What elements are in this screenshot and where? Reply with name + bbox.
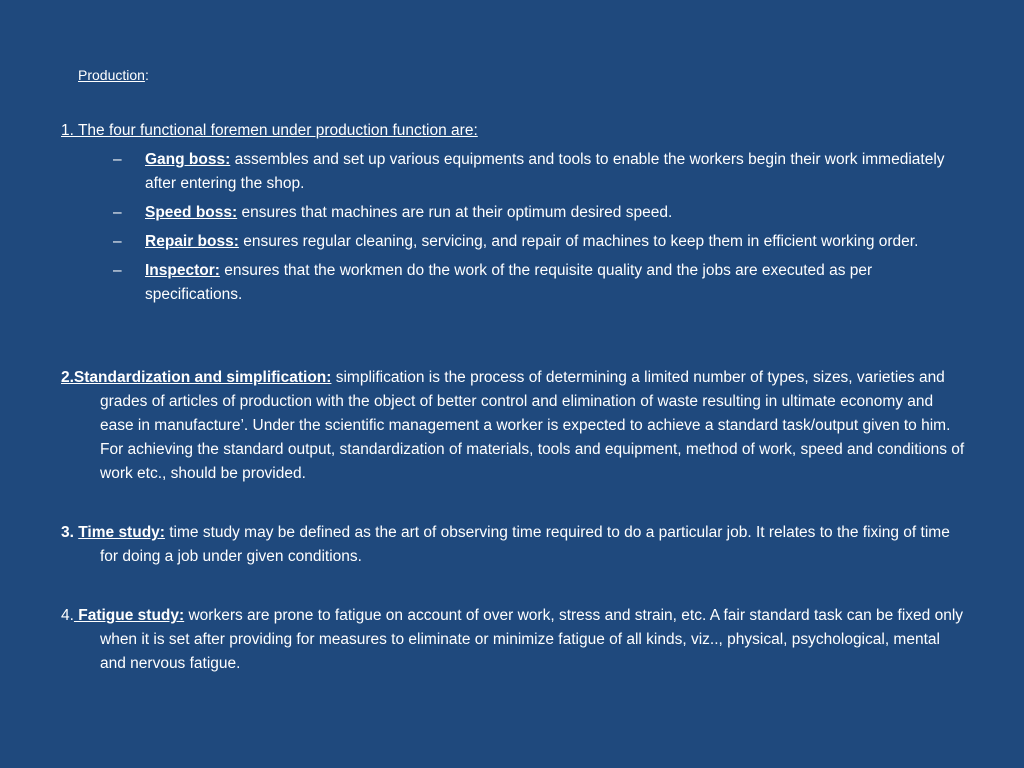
section-standardization xyxy=(61,366,966,486)
list-item xyxy=(61,148,966,196)
section-functional-foremen xyxy=(61,119,966,312)
section4-number: 4. xyxy=(61,607,74,624)
section4-term: Fatigue study: xyxy=(73,607,185,624)
section1-title: 1. The four functional foremen under production function are: xyxy=(61,122,478,139)
item-text: ensures regular cleaning, servicing, and repair of machines to keep them in efficient working order. xyxy=(238,233,919,250)
slide-heading xyxy=(78,66,149,84)
item-term: Speed boss: xyxy=(145,204,238,221)
heading-colon: : xyxy=(144,67,149,83)
list-item xyxy=(61,201,966,225)
item-text: ensures that the workmen do the work of the requisite quality and the jobs are executed as per specifications. xyxy=(145,262,873,303)
item-term: Inspector: xyxy=(145,262,220,279)
section3-term: Time study: xyxy=(78,524,165,541)
standardization-paragraph xyxy=(61,366,966,486)
item-text: assembles and set up various equipments and tools to enable the workers begin their work immediately after entering the shop. xyxy=(145,151,945,192)
heading-title: Production xyxy=(78,67,145,83)
section3-text: time study may be defined as the art of observing time required to do a particular job. It relates to the fixing of time for doing a job under given conditions. xyxy=(100,524,950,565)
dash-bullet: – xyxy=(113,151,122,168)
dash-bullet: – xyxy=(113,262,122,279)
section-fatigue-study xyxy=(61,604,966,676)
section2-term: 2.Standardization and simplification: xyxy=(61,369,332,386)
section-time-study xyxy=(61,521,966,569)
list-item xyxy=(61,230,966,254)
section3-number: 3. xyxy=(61,524,79,541)
item-term: Repair boss: xyxy=(145,233,239,250)
time-study-paragraph xyxy=(61,521,966,569)
list-item xyxy=(61,259,966,307)
section2-text: simplification is the process of determining a limited number of types, sizes, varieties and grades of articles of production with the object of better control and elimination of waste resulting in ultimate economy and ease in manufacture’. Under the scientific management a worker is expected to achieve a standard task/output given to him. For achieving the standard output, standardization of materials, tools and equipment, method of work, speed and conditions of work etc., should be provided. xyxy=(100,369,965,482)
item-term: Gang boss: xyxy=(145,151,231,168)
item-text: ensures that machines are run at their optimum desired speed. xyxy=(237,204,673,221)
dash-bullet: – xyxy=(113,204,122,221)
dash-bullet: – xyxy=(113,233,122,250)
section4-text: workers are prone to fatigue on account of over work, stress and strain, etc. A fair standard task can be fixed only when it is set after providing for measures to eliminate or minimize fatigue of all kinds, viz.., physical, psychological, mental and nervous fatigue. xyxy=(100,607,964,672)
foremen-list xyxy=(61,148,966,307)
fatigue-study-paragraph xyxy=(61,604,966,676)
